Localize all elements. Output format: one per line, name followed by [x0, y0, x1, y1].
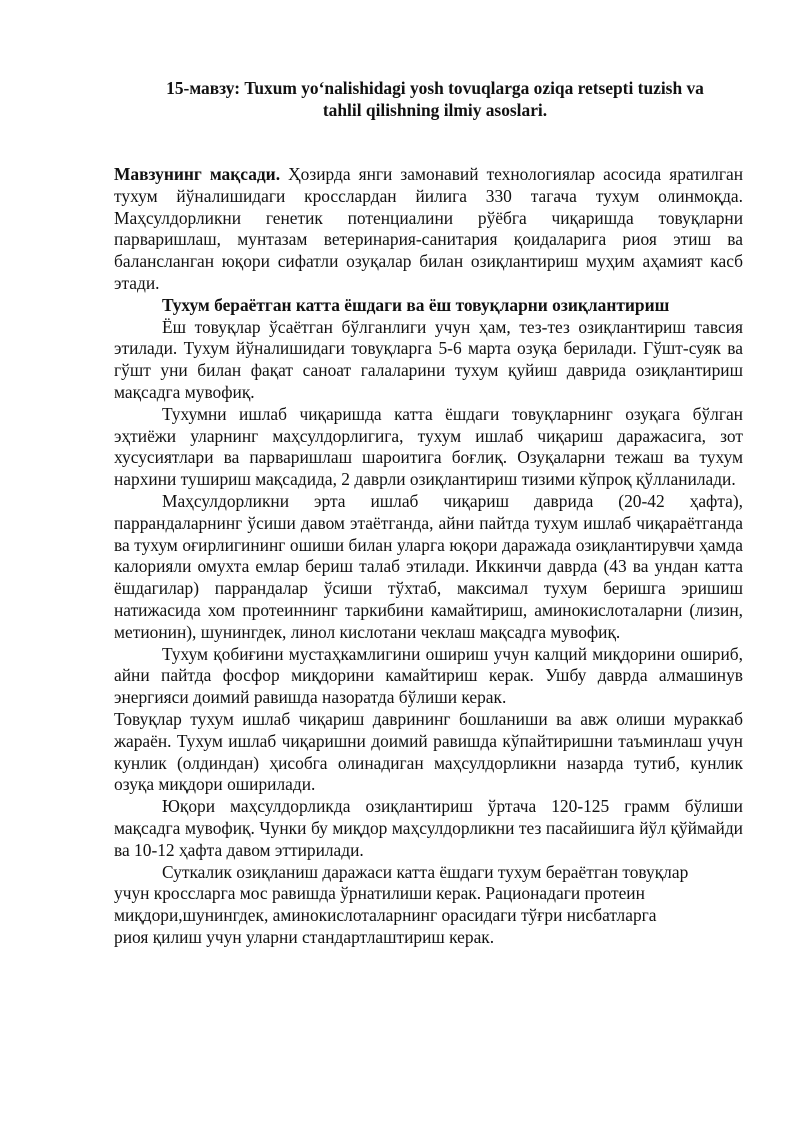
paragraph-high-productivity: Юқори маҳсулдорликда озиқлантириш ўртача 120-125 грамм бўлиши мақсадга мувофиқ. Чунки бу миқдор маҳсулдорликни тез пасайишига йўл қўймайди ва 10-12 ҳафта давом эттирилади. [114, 796, 743, 860]
document-body [114, 164, 743, 949]
daily-feeding-line-4: риоя қилиш учун уларни стандартлаштириш керак. [114, 926, 495, 947]
intro-paragraph [114, 164, 743, 295]
paragraph-two-periods: Маҳсулдорликни эрта ишлаб чиқариш даврида (20-42 ҳафта), паррандаларнинг ўсиши давом этаётганда, айни пайтда тухум ишлаб чиқараётганда ва тухум оғирлигининг ошиши билан уларга юқори даражада озиқлантирувчи ҳамда калорияли омухта емлар бериш талаб этилади. Иккинчи даврда (43 ва ундан катта ёшдагилар) паррандалар ўсиши тўхтаб, максимал тухум беришга эришиш натижасида хом протеиннинг таркибини камайтириш, аминокислоталарни (лизин, метионин), шунингдек, линол кислотани чеклаш мақсадга мувофиқ. [114, 490, 743, 642]
intro-text: Ҳозирда янги замонавий технологиялар асосида яратилган тухум йўналишидаги кросслардан йилига 330 тагача тухум олинмоқда. Маҳсулдорликни генетик потенциалини рўёбга чиқаришда товуқларни парваришлаш, мунтазам ветеринария-санитария қоидаларига риоя этиш ва балансланган юқори сифатли озуқалар билан озиқлантириш муҳим аҳамият касб этади. [114, 164, 744, 293]
title-line-2: tahlil qilishning ilmiy asoslari. [322, 100, 548, 120]
section-subheading: Тухум бераётган катта ёшдаги ва ёш товуқларни озиқлантириш [162, 294, 670, 315]
daily-feeding-line-2: учун кроссларга мос равишда ўрнатилиши керак. Рационадаги протеин [114, 883, 645, 904]
daily-feeding-line-3: миқдори,шунингдек, аминокислоталарнинг орасидаги тўғри нисбатларга [114, 905, 657, 926]
intro-label: Мавзунинг мақсади. [114, 164, 281, 184]
paragraph-laying-start: Товуқлар тухум ишлаб чиқариш даврининг бошланиши ва авж олиши мураккаб жараён. Тухум ишлаб чиқаришни доимий равишда кўпайтиришни таъминлаш учун кунлик (олдиндан) ҳисобга олинадиган маҳсулдорликни назарда тутиб, кунлик озуқа миқдори оширилади. [114, 708, 743, 795]
title-line-1: 15-мавзу: Tuxum yo‘nalishidagi yosh tovuqlarga oziqa retsepti tuzish va [166, 78, 704, 98]
document-title [120, 77, 750, 121]
paragraph-feed-needs: Тухумни ишлаб чиқаришда катта ёшдаги товуқларнинг озуқага бўлган эҳтиёжи уларнинг маҳсулдорлигига, тухум ишлаб чиқариш даражасига, зот хусусиятлари ва парваришлаш шароитига боғлиқ. Озуқаларни тежаш ва тухум нархини тушириш мақсадида, 2 даврли озиқлантириш тизими кўпроқ қўлланилади. [114, 403, 743, 490]
paragraph-daily-feeding [114, 862, 743, 949]
daily-feeding-line-1: Суткалик озиқланиш даражаси катта ёшдаги тухум бераётган товуқлар [162, 861, 689, 882]
paragraph-calcium: Тухум қобиғини мустаҳкамлигини ошириш учун калций миқдорини ошириб, айни пайтда фосфор миқдорини камайтириш керак. Ушбу даврда алмашинув энергияси доимий равишда назоратда бўлиши керак. [114, 643, 743, 708]
paragraph-young-hens: Ёш товуқлар ўсаётган бўлганлиги учун ҳам, тез-тез озиқлантириш тавсия этилади. Тухум йўналишидаги товуқларга 5-6 марта озуқа берилади. Гўшт-суяк ва гўшт уни билан фақат саноат галаларини тухум қуйиш даврида озиқлантириш мақсадга мувофиқ. [114, 316, 743, 402]
